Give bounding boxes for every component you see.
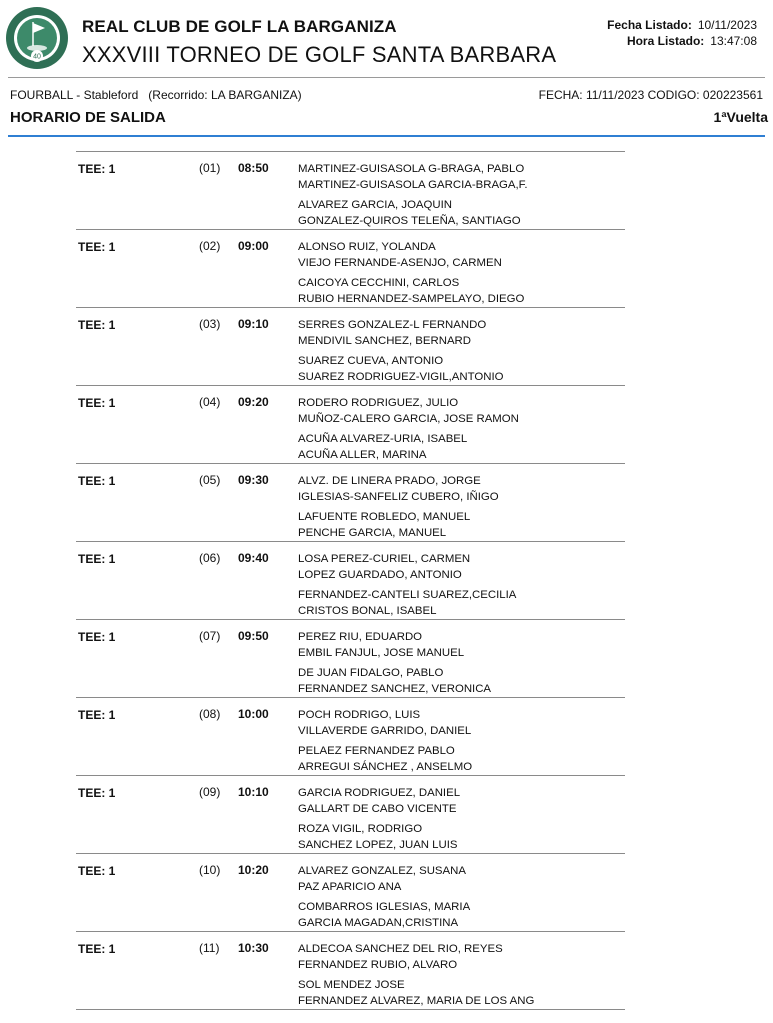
player-name: MENDIVIL SANCHEZ, BERNARD	[298, 335, 471, 347]
group-number: (10)	[199, 863, 221, 877]
player-name: CRISTOS BONAL, ISABEL	[298, 605, 437, 617]
player-name: IGLESIAS-SANFELIZ CUBERO, IÑIGO	[298, 491, 499, 503]
tee-time: 10:30	[238, 941, 269, 955]
player-pair	[298, 587, 516, 619]
players	[298, 551, 516, 619]
player-pair	[298, 977, 534, 1009]
player-pair	[298, 707, 472, 739]
tee-label: TEE: 1	[78, 396, 116, 410]
player-name: ALVAREZ GARCIA, JOAQUIN	[298, 199, 453, 211]
players	[298, 317, 503, 385]
player-name: RODERO RODRIGUEZ, JULIO	[298, 397, 459, 409]
tee-time: 08:50	[238, 161, 269, 175]
tournament-title: XXXVIII TORNEO DE GOLF SANTA BARBARA	[82, 42, 557, 67]
player-name: MARTINEZ-GUISASOLA GARCIA-BRAGA,F.	[298, 179, 528, 191]
player-pair	[298, 551, 516, 583]
tee-group	[76, 932, 625, 1010]
tee-group	[76, 698, 625, 776]
player-name: EMBIL FANJUL, JOSE MANUEL	[298, 647, 465, 659]
player-name: LOPEZ GUARDADO, ANTONIO	[298, 569, 462, 581]
listing-date: 10/11/2023	[697, 18, 757, 32]
player-name: PAZ APARICIO ANA	[298, 881, 402, 893]
tee-label: TEE: 1	[78, 708, 116, 722]
listing-time-label: Hora Listado:	[626, 34, 705, 48]
player-name: FERNANDEZ RUBIO, ALVARO	[298, 959, 458, 971]
tee-group	[76, 464, 625, 542]
player-name: ALDECOA SANCHEZ DEL RIO, REYES	[298, 943, 503, 955]
tee-group	[76, 620, 625, 698]
group-number: (01)	[199, 161, 221, 175]
player-name: ARREGUI SÁNCHEZ , ANSELMO	[298, 761, 473, 773]
player-name: SERRES GONZALEZ-L FERNANDO	[298, 319, 487, 331]
player-name: FERNANDEZ-CANTELI SUAREZ,CECILIA	[298, 589, 517, 601]
player-name: SUAREZ CUEVA, ANTONIO	[298, 355, 444, 367]
player-name: ROZA VIGIL, RODRIGO	[298, 823, 423, 835]
tee-time: 09:20	[238, 395, 269, 409]
group-number: (04)	[199, 395, 221, 409]
tee-group	[76, 776, 625, 854]
tee-label: TEE: 1	[78, 240, 116, 254]
player-name: ALVZ. DE LINERA PRADO, JORGE	[298, 475, 481, 487]
course-text: (Recorrido: LA BARGANIZA)	[148, 88, 302, 102]
group-number: (08)	[199, 707, 221, 721]
player-name: GARCIA MAGADAN,CRISTINA	[298, 917, 459, 929]
club-logo	[5, 6, 69, 70]
tee-label: TEE: 1	[78, 318, 116, 332]
player-name: MARTINEZ-GUISASOLA G-BRAGA, PABLO	[298, 163, 525, 175]
player-pair	[298, 629, 491, 661]
players	[298, 161, 528, 229]
player-pair	[298, 197, 528, 229]
tee-time: 09:50	[238, 629, 269, 643]
tee-group	[76, 308, 625, 386]
player-name: VILLAVERDE GARRIDO, DANIEL	[298, 725, 472, 737]
player-pair	[298, 161, 528, 193]
players	[298, 473, 499, 541]
tee-time: 09:00	[238, 239, 269, 253]
player-name: PELAEZ FERNANDEZ PABLO	[298, 745, 455, 757]
player-name: SOL MENDEZ JOSE	[298, 979, 405, 991]
section-title: HORARIO DE SALIDA	[10, 109, 166, 126]
tee-label: TEE: 1	[78, 786, 116, 800]
group-number: (05)	[199, 473, 221, 487]
player-name: FERNANDEZ SANCHEZ, VERONICA	[298, 683, 492, 695]
player-name: FERNANDEZ ALVAREZ, MARIA DE LOS ANG	[298, 995, 535, 1007]
tee-time: 09:40	[238, 551, 269, 565]
players	[298, 785, 460, 853]
player-name: GALLART DE CABO VICENTE	[298, 803, 457, 815]
player-pair	[298, 473, 499, 505]
player-name: LOSA PEREZ-CURIEL, CARMEN	[298, 553, 471, 565]
player-name: ALVAREZ GONZALEZ, SUSANA	[298, 865, 466, 877]
player-name: PEREZ RIU, EDUARDO	[298, 631, 423, 643]
player-name: MUÑOZ-CALERO GARCIA, JOSE RAMON	[298, 413, 519, 425]
tee-group	[76, 230, 625, 308]
tee-time: 09:10	[238, 317, 269, 331]
player-pair	[298, 785, 460, 817]
players	[298, 863, 470, 931]
player-name: GONZALEZ-QUIROS TELEÑA, SANTIAGO	[298, 215, 521, 227]
tee-label: TEE: 1	[78, 552, 116, 566]
svg-text:40: 40	[33, 53, 41, 61]
players	[298, 395, 519, 463]
player-pair	[298, 821, 460, 853]
player-name: CAICOYA CECCHINI, CARLOS	[298, 277, 460, 289]
players	[298, 239, 524, 307]
players	[298, 629, 491, 697]
player-pair	[298, 353, 503, 385]
player-name: COMBARROS IGLESIAS, MARIA	[298, 901, 471, 913]
tee-group	[76, 542, 625, 620]
group-number: (02)	[199, 239, 221, 253]
player-pair	[298, 275, 524, 307]
section-divider	[8, 135, 765, 137]
player-name: POCH RODRIGO, LUIS	[298, 709, 421, 721]
player-name: ALONSO RUIZ, YOLANDA	[298, 241, 436, 253]
player-pair	[298, 317, 503, 349]
player-pair	[298, 431, 519, 463]
header-divider	[8, 77, 765, 78]
players	[298, 707, 472, 775]
player-name: SANCHEZ LOPEZ, JUAN LUIS	[298, 839, 458, 851]
group-number: (06)	[199, 551, 221, 565]
tee-label: TEE: 1	[78, 864, 116, 878]
date-code: FECHA: 11/11/2023 CODIGO: 020223561	[538, 88, 763, 102]
player-name: VIEJO FERNANDE-ASENJO, CARMEN	[298, 257, 502, 269]
listing-date-label: Fecha Listado:	[607, 18, 692, 32]
player-pair	[298, 239, 524, 271]
group-number: (03)	[199, 317, 221, 331]
listing-time: 13:47:08	[710, 34, 757, 48]
format-text: FOURBALL - Stableford	[10, 88, 139, 102]
listing-info	[607, 17, 757, 49]
group-number: (07)	[199, 629, 221, 643]
player-name: GARCIA RODRIGUEZ, DANIEL	[298, 787, 461, 799]
player-pair	[298, 863, 470, 895]
tee-label: TEE: 1	[78, 474, 116, 488]
tee-label: TEE: 1	[78, 942, 116, 956]
group-number: (09)	[199, 785, 221, 799]
tee-time-list	[76, 151, 625, 1010]
tee-time: 10:20	[238, 863, 269, 877]
format-line	[10, 88, 302, 102]
player-name: PENCHE GARCIA, MANUEL	[298, 527, 447, 539]
player-pair	[298, 509, 499, 541]
tee-time: 09:30	[238, 473, 269, 487]
player-pair	[298, 899, 470, 931]
tee-time: 10:10	[238, 785, 269, 799]
player-name: ACUÑA ALVAREZ-URIA, ISABEL	[298, 433, 468, 445]
tee-group	[76, 151, 625, 230]
player-name: DE JUAN FIDALGO, PABLO	[298, 667, 444, 679]
tee-time: 10:00	[238, 707, 269, 721]
player-name: ACUÑA ALLER, MARINA	[298, 449, 427, 461]
player-name: SUAREZ RODRIGUEZ-VIGIL,ANTONIO	[298, 371, 504, 383]
player-pair	[298, 941, 534, 973]
player-name: LAFUENTE ROBLEDO, MANUEL	[298, 511, 471, 523]
tee-label: TEE: 1	[78, 630, 116, 644]
players	[298, 941, 534, 1009]
round-label: 1ªVuelta	[713, 109, 768, 125]
player-pair	[298, 395, 519, 427]
player-name: RUBIO HERNANDEZ-SAMPELAYO, DIEGO	[298, 293, 525, 305]
player-pair	[298, 665, 491, 697]
club-name: REAL CLUB DE GOLF LA BARGANIZA	[82, 17, 397, 36]
player-pair	[298, 743, 472, 775]
group-number: (11)	[199, 941, 220, 955]
tee-label: TEE: 1	[78, 162, 116, 176]
tee-group	[76, 386, 625, 464]
tee-group	[76, 854, 625, 932]
